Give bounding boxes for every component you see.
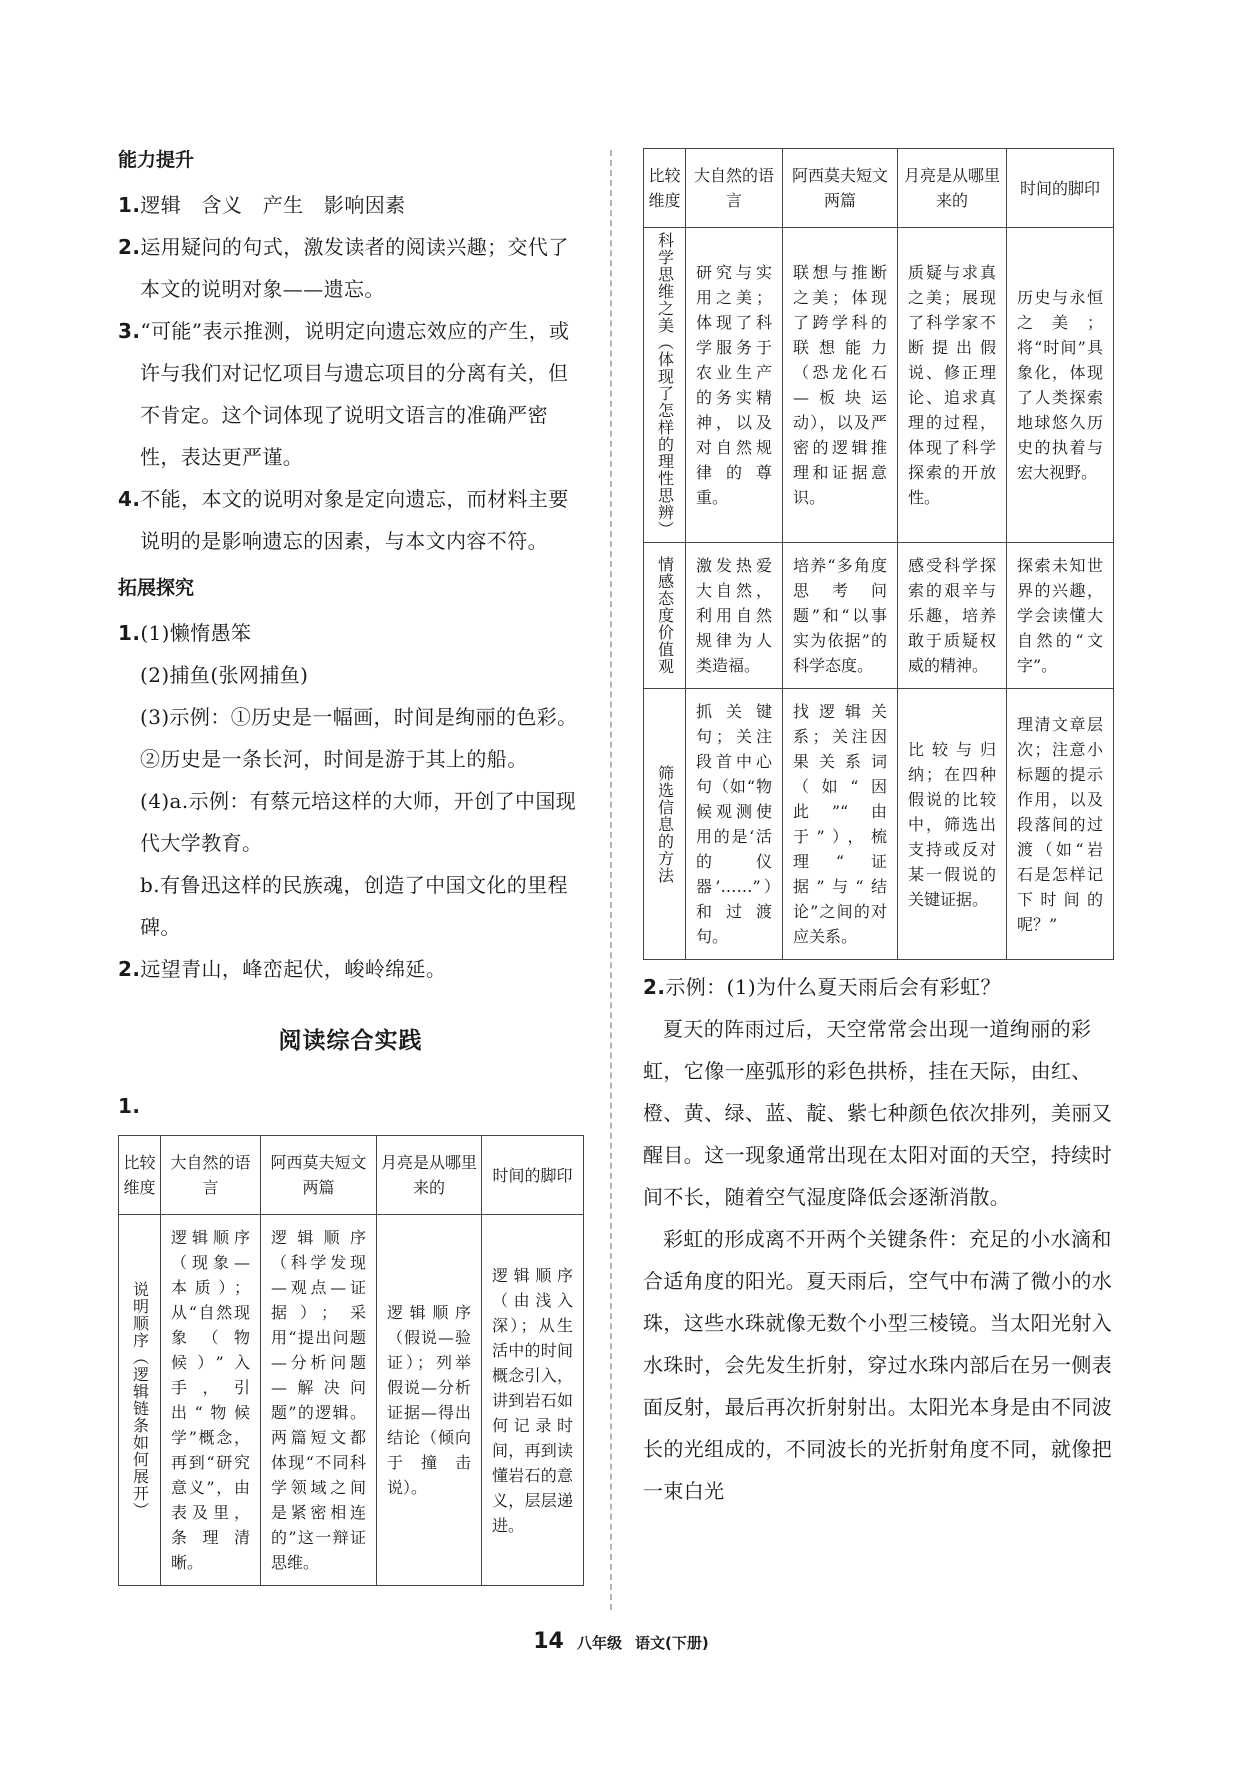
table-cell: 感受科学探索的艰辛与乐趣，培养敢于质疑权威的精神。 <box>898 543 1007 689</box>
row-dimension-label: 说明顺序（逻辑链条如何展开） <box>119 1215 161 1586</box>
table-header-cell: 大自然的语言 <box>161 1136 261 1215</box>
comparison-table-thinking <box>643 148 1114 960</box>
table-cell: 逻辑顺序（现象—本质）；从“自然现象（物候）”入手，引出“物候学”概念，再到“研究意义”，由表及里，条理清晰。 <box>161 1215 261 1586</box>
table-header-cell: 比较维度 <box>644 149 686 228</box>
left-column <box>118 148 583 1586</box>
table-cell: 探索未知世界的兴趣，学会读懂大自然的“文字”。 <box>1007 543 1114 689</box>
essay-paragraph: 彩虹的形成离不开两个关键条件：充足的小水滴和合适角度的阳光。夏天雨后，空气中布满了微小的水珠，这些水珠就像无数个小型三棱镜。当太阳光射入水珠时，会先发生折射，穿过水珠内部后在另一侧表面反射，最后再次折射射出。太阳光本身是由不同波长的光组成的，不同波长的光折射角度不同，就像把一束白光 <box>643 1227 1113 1503</box>
table-cell: 逻辑顺序（假说—验证）；列举假说—分析证据—得出结论（倾向于撞击说）。 <box>377 1215 482 1586</box>
table-cell: 理清文章层次；注意小标题的提示作用，以及段落间的过渡（如“岩石是怎样记下时间的呢？” <box>1007 689 1114 960</box>
table-cell: 联想与推断之美；体现了跨学科的联想能力（恐龙化石—板块运动），以及严密的逻辑推理和证据意识。 <box>783 228 898 543</box>
row-dimension-label: 情感态度价值观 <box>644 543 686 689</box>
table-header-cell: 阿西莫夫短文两篇 <box>261 1136 377 1215</box>
answer-subitem: b.有鲁迅这样的民族魂，创造了中国文化的里程碑。 <box>140 873 568 939</box>
table-header-cell: 大自然的语言 <box>686 149 783 228</box>
comparison-table-order <box>118 1135 584 1586</box>
subject-label: 语文(下册) <box>635 1634 709 1652</box>
table-header-cell: 时间的脚印 <box>1007 149 1114 228</box>
row-dimension-label: 筛选信息的方法 <box>644 689 686 960</box>
right-column <box>643 148 1113 1512</box>
answer-item: 3.“可能”表示推测，说明定向遗忘效应的产生，或许与我们对记忆项目与遗忘项目的分离有关，但不肯定。这个词体现了说明文语言的准确严密性，表达更严谨。 <box>118 319 570 469</box>
table-cell: 逻辑顺序（由浅入深）；从生活中的时间概念引入，讲到岩石如何记录时间，再到读懂岩石的意义，层层递进。 <box>482 1215 584 1586</box>
grade-label: 八年级 <box>576 1634 622 1652</box>
table-header-row <box>119 1136 584 1215</box>
table-row <box>644 543 1114 689</box>
table-row <box>644 228 1114 543</box>
table-cell: 激发热爱大自然，利用自然规律为人类造福。 <box>686 543 783 689</box>
table-row <box>644 689 1114 960</box>
table-header-cell: 时间的脚印 <box>482 1136 584 1215</box>
row-dimension-label: 科学思维之美（体现了怎样的理性思辨） <box>644 228 686 543</box>
answer-item: 1.(1)懒惰愚笨 <box>118 621 252 645</box>
ability-heading: 能力提升 <box>118 149 195 171</box>
table-header-cell: 阿西莫夫短文两篇 <box>783 149 898 228</box>
page-footer <box>0 1629 1250 1654</box>
table1-label: 1. <box>118 1094 141 1118</box>
reading-q2-answer <box>643 966 1113 1512</box>
table-header-cell: 月亮是从哪里来的 <box>898 149 1007 228</box>
answer-subitem: (3)示例：①历史是一幅画，时间是绚丽的色彩。 <box>140 705 578 729</box>
reading-practice-title: 阅读综合实践 <box>278 1027 423 1054</box>
answer-subitem: (4)a.示例：有蔡元培这样的大师，开创了中国现代大学教育。 <box>140 789 577 855</box>
table-cell: 找逻辑关系；关注因果关系词（如“因此”“由于”），梳理“证据”与“结论”之间的对应关系。 <box>783 689 898 960</box>
column-divider <box>610 150 612 1610</box>
answer-item: 1.逻辑 含义 产生 影响因素 <box>118 193 406 217</box>
page-number: 14 <box>533 1629 564 1654</box>
answer-item: 4.不能，本文的说明对象是定向遗忘，而材料主要说明的是影响遗忘的因素，与本文内容不符。 <box>118 487 569 553</box>
extension-answers <box>118 612 583 990</box>
table-header-cell: 月亮是从哪里来的 <box>377 1136 482 1215</box>
answer-subitem: (2)捕鱼(张网捕鱼) <box>140 663 309 687</box>
answer-item: 2.运用疑问的句式，激发读者的阅读兴趣；交代了本文的说明对象——遗忘。 <box>118 235 569 301</box>
table-header-cell: 比较维度 <box>119 1136 161 1215</box>
table-cell: 质疑与求真之美；展现了科学家不断提出假说、修正理论、追求真理的过程，体现了科学探索的开放性。 <box>898 228 1007 543</box>
extension-heading: 拓展探究 <box>118 577 195 599</box>
table-row <box>119 1215 584 1586</box>
answer-item: 2.示例：(1)为什么夏天雨后会有彩虹？ <box>643 975 1001 999</box>
table-cell: 抓关键句；关注段首中心句（如“物候观测使用的是‘活的仪器’……”）和过渡句。 <box>686 689 783 960</box>
answer-item: 2.远望青山，峰峦起伏，峻岭绵延。 <box>118 957 447 981</box>
table-header-row <box>644 149 1114 228</box>
table-cell: 历史与永恒之美；将“时间”具象化，体现了人类探索地球悠久历史的执着与宏大视野。 <box>1007 228 1114 543</box>
table-cell: 研究与实用之美；体现了科学服务于农业生产的务实精神，以及对自然规律的尊重。 <box>686 228 783 543</box>
answer-subitem: ②历史是一条长河，时间是游于其上的船。 <box>140 747 528 771</box>
table-cell: 培养“多角度思考问题”和“以事实为依据”的科学态度。 <box>783 543 898 689</box>
table-cell: 逻辑顺序（科学发现—观点—证据）；采用“提出问题—分析问题—解决问题”的逻辑。两篇短文都体现“不同科学领域之间是紧密相连的”这一辩证思维。 <box>261 1215 377 1586</box>
table-cell: 比较与归纳；在四种假说的比较中，筛选出支持或反对某一假说的关键证据。 <box>898 689 1007 960</box>
essay-paragraph: 夏天的阵雨过后，天空常常会出现一道绚丽的彩虹，它像一座弧形的彩色拱桥，挂在天际，由红、橙、黄、绿、蓝、靛、紫七种颜色依次排列，美丽又醒目。这一现象通常出现在太阳对面的天空，持续时间不长，随着空气湿度降低会逐渐消散。 <box>643 1017 1113 1209</box>
ability-answers <box>118 184 583 562</box>
